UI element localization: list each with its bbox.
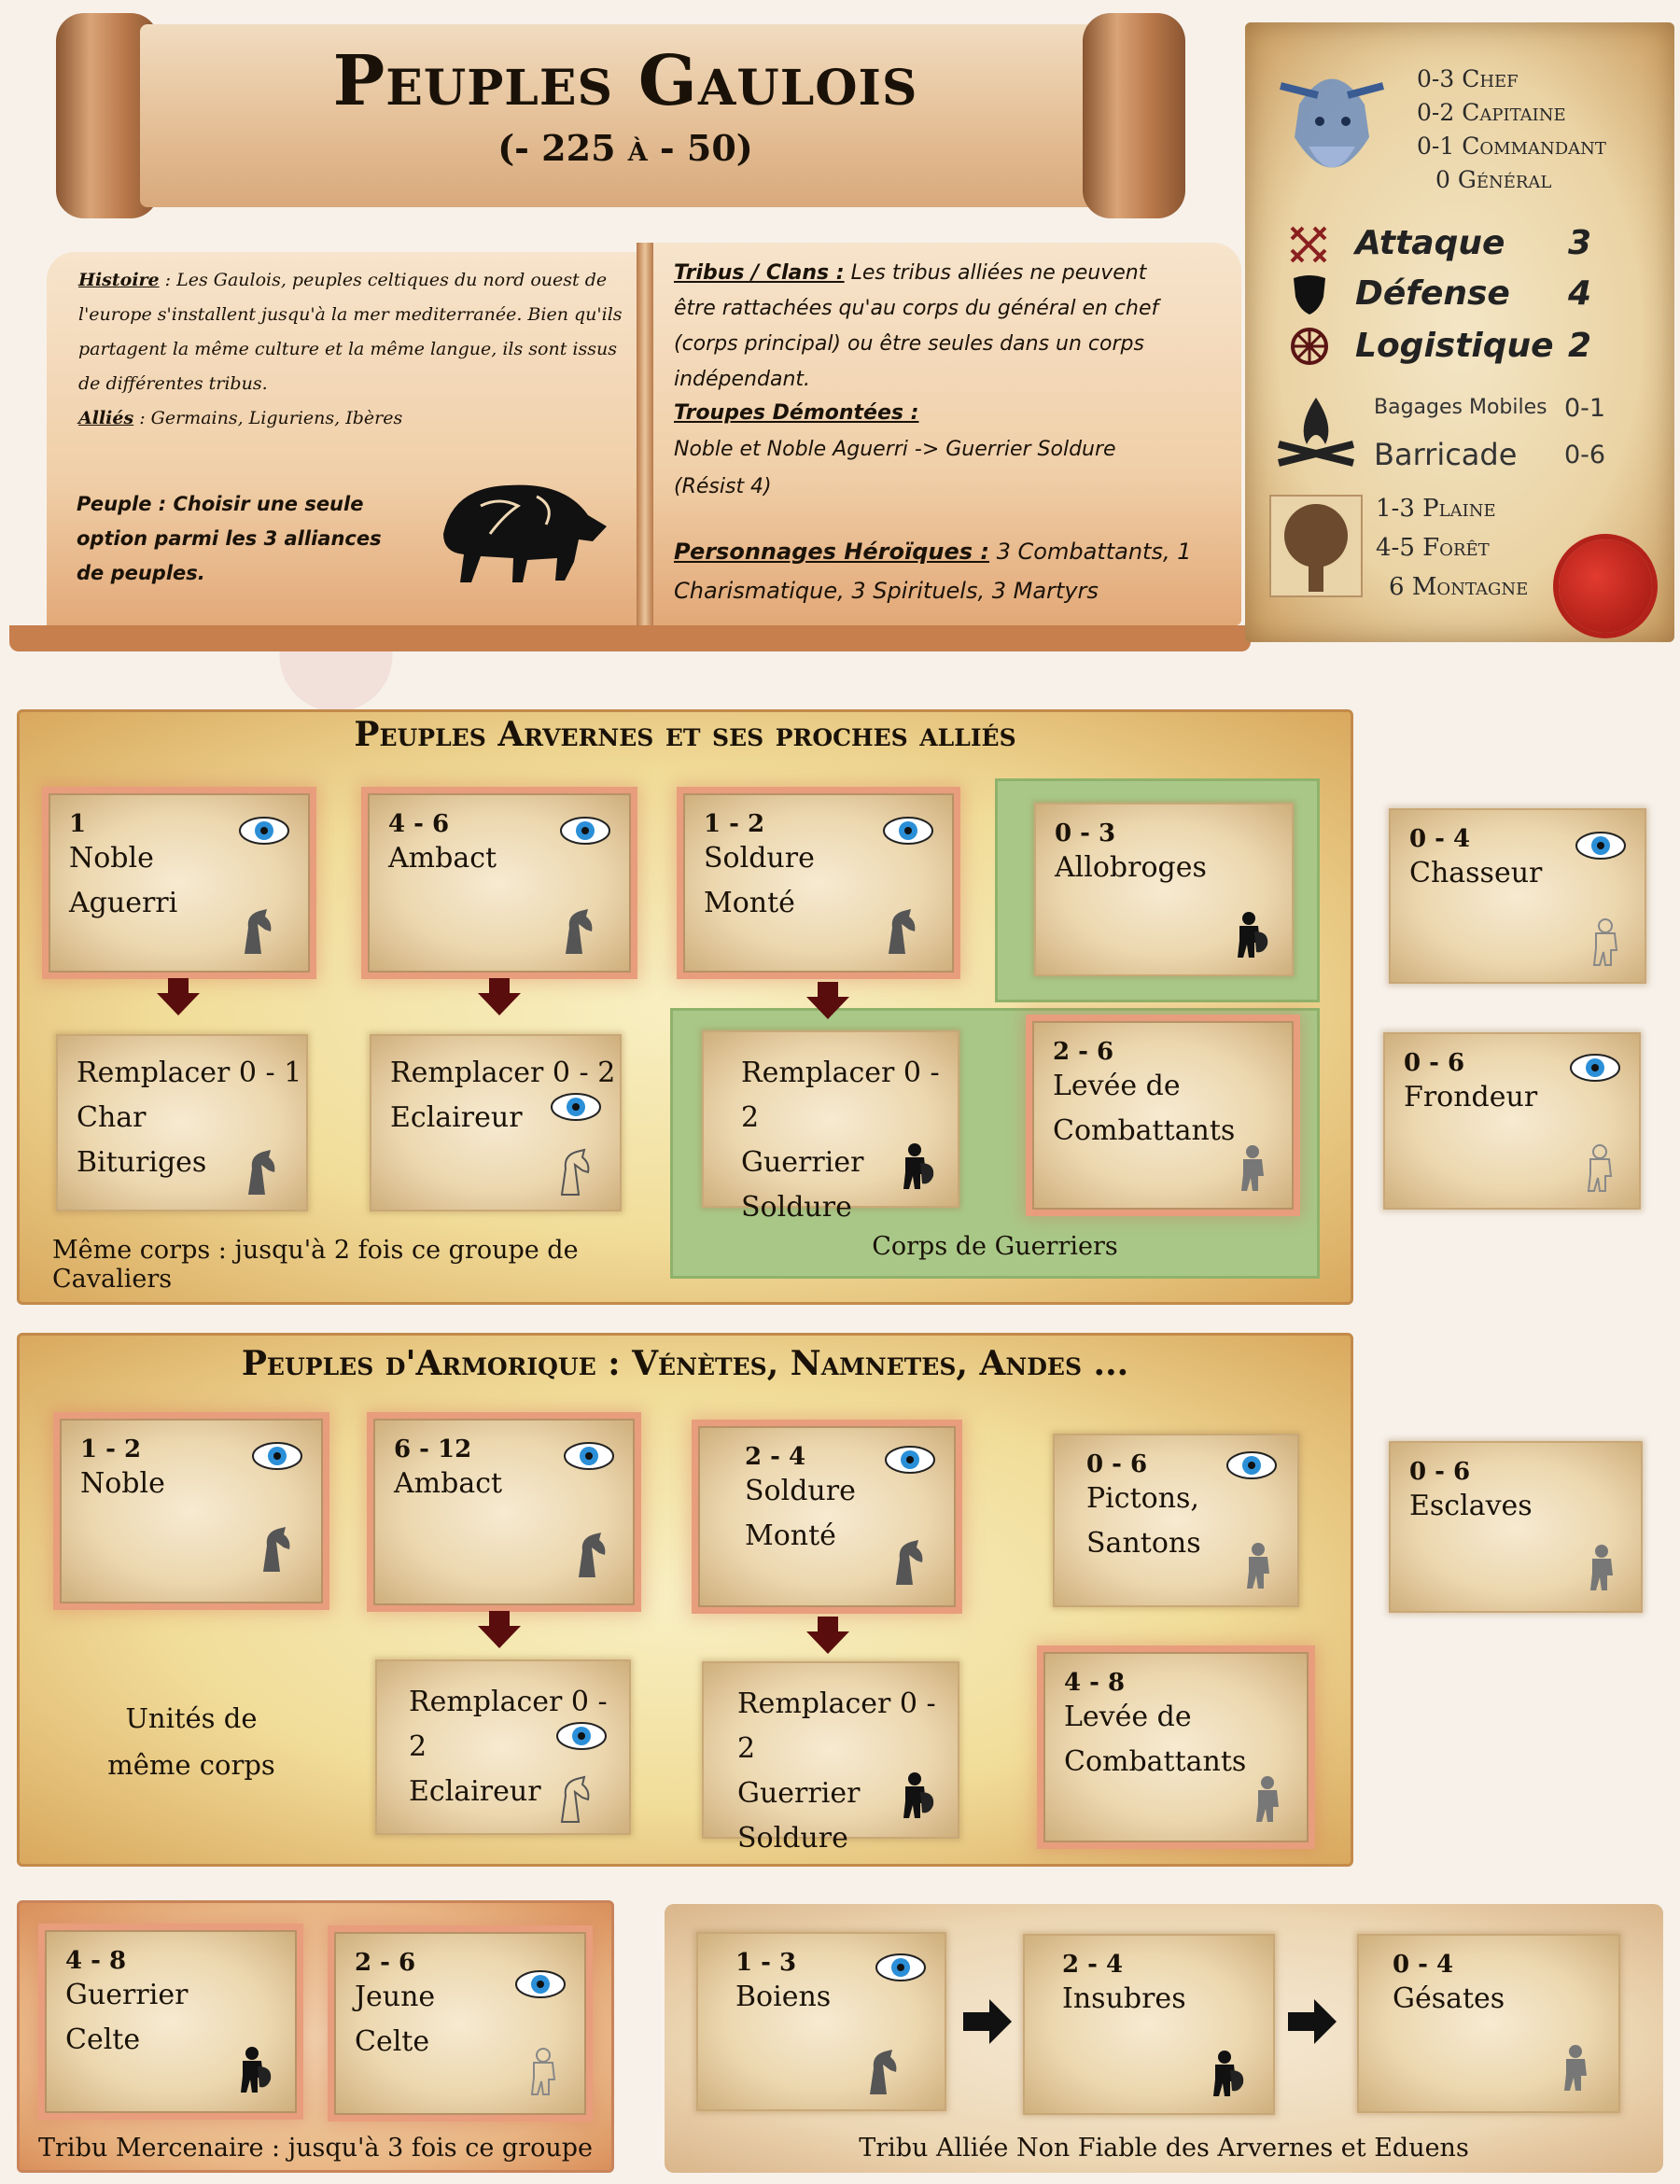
- eye-icon: [1575, 831, 1626, 861]
- unit-name: Guerrier Celte: [65, 1979, 189, 2056]
- unit-name: Chasseur: [1409, 857, 1543, 889]
- perso-body: 3 Combattants, 1 Charismatique, 3 Spirituels, 3 Martyrs: [674, 539, 1192, 604]
- eye-icon: [875, 1953, 926, 1982]
- unit-card[interactable]: [1043, 1652, 1309, 1842]
- terrain-row: [1376, 573, 1562, 612]
- rank-value: 0-1: [1417, 133, 1455, 160]
- rank-row: [1417, 166, 1669, 200]
- unit-range: 0 - 6: [1404, 1049, 1465, 1077]
- terrain-label: Montagne: [1411, 573, 1529, 601]
- eye-icon: [515, 1969, 566, 1999]
- unit-name: Jeune Celte: [355, 1981, 436, 2058]
- rank-row: [1417, 99, 1669, 133]
- shield-icon: [1292, 274, 1327, 315]
- unit-range: 2 - 6: [355, 1949, 416, 1977]
- warrior-icon: [898, 1142, 935, 1191]
- unit-card[interactable]: [1383, 1032, 1641, 1210]
- unit-card[interactable]: [1357, 1934, 1620, 2113]
- alliee-caption: Tribu Alliée Non Fiable des Arvernes et Eduens: [859, 2134, 1469, 2163]
- warrior-outline-icon: [1589, 918, 1626, 967]
- horse-icon: [889, 1538, 926, 1587]
- warrior-grey-icon: [1585, 1544, 1622, 1592]
- unit-card[interactable]: [368, 793, 631, 973]
- book-cover: [9, 625, 1251, 651]
- barricade-value: 0-6: [1564, 441, 1606, 469]
- attaque-value: 3: [1568, 224, 1592, 262]
- unit-name: Remplacer 0 - 2 Guerrier Soldure: [741, 1057, 940, 1224]
- warrior-grey-icon: [1241, 1542, 1279, 1590]
- warrior-icon: [1208, 2050, 1245, 2098]
- unit-name: Remplacer 0 - 1 Char Bituriges: [77, 1057, 302, 1179]
- tribus-body: Les tribus alliées ne peuvent être rattachées qu'au corps du général en chef (corps principal) ou être seules dans un corps indépendant.: [674, 261, 1159, 391]
- troupes-section: [674, 396, 1178, 506]
- unit-range: 4 - 6: [388, 810, 450, 838]
- arrow-down-icon: [478, 1611, 521, 1648]
- warrior-grey-icon: [1236, 1144, 1273, 1193]
- rank-value: 0-3: [1417, 65, 1455, 92]
- crossed-swords-icon: [1288, 224, 1329, 265]
- wheel-icon: [1290, 327, 1329, 366]
- eye-icon: [564, 1441, 614, 1471]
- unit-card[interactable]: [696, 1932, 946, 2111]
- allies-body: : Germains, Liguriens, Ibères: [133, 408, 403, 428]
- section-arvernes-title: Peuples Arvernes et ses proches alliés: [354, 715, 1016, 754]
- unit-card[interactable]: [1389, 1441, 1643, 1613]
- rank-label: Général: [1457, 166, 1552, 193]
- unit-name: Remplacer 0 - 2 Eclaireur: [390, 1057, 616, 1134]
- unit-card[interactable]: [45, 1930, 297, 2113]
- eye-icon: [560, 816, 610, 846]
- histoire-label: Histoire: [78, 270, 160, 290]
- unit-range: 1 - 2: [704, 810, 765, 838]
- wax-seal-icon: [1559, 539, 1652, 633]
- terrain-list: [1376, 495, 1562, 612]
- eye-icon: [1226, 1450, 1277, 1480]
- unit-range: 2 - 6: [1053, 1038, 1114, 1066]
- unit-card[interactable]: [373, 1419, 635, 1605]
- rank-label: Capitaine: [1462, 99, 1566, 126]
- horse-icon: [237, 907, 274, 956]
- defense-value: 4: [1568, 274, 1592, 313]
- unit-name: Esclaves: [1409, 1490, 1533, 1522]
- rank-value: 0: [1435, 166, 1450, 193]
- arrow-down-icon: [157, 978, 200, 1015]
- arrow-down-icon: [806, 982, 849, 1019]
- scroll-roll-right: [1083, 13, 1185, 218]
- terrain-row: [1376, 534, 1562, 573]
- unit-name: Boiens: [735, 1981, 832, 2013]
- unit-range: 0 - 4: [1393, 1951, 1454, 1979]
- perso-section: [674, 532, 1197, 610]
- logistique-label: Logistique: [1355, 327, 1554, 365]
- unit-name: Noble Aguerri: [69, 842, 178, 919]
- unit-name: Levée de Combattants: [1053, 1070, 1236, 1147]
- arrow-right-icon: [963, 1999, 1012, 2044]
- horse-icon: [256, 1525, 293, 1574]
- peuple-text: Peuple : Choisir une seule option parmi les 3 alliances de peuples.: [77, 493, 382, 584]
- unit-name: Remplacer 0 - 2 Eclaireur: [409, 1686, 608, 1808]
- unit-name: Gésates: [1393, 1982, 1505, 2015]
- horse-icon: [881, 907, 918, 956]
- horse-icon: [571, 1531, 609, 1579]
- unit-name: Remplacer 0 - 2 Guerrier Soldure: [737, 1687, 936, 1855]
- unit-card[interactable]: [683, 793, 954, 973]
- attaque-label: Attaque: [1355, 224, 1505, 262]
- logistique-value: 2: [1568, 327, 1592, 365]
- boar-icon: [425, 469, 611, 588]
- section-armorique-title: Peuples d'Armorique : Vénètes, Namnetes, Andes ...: [241, 1344, 1129, 1383]
- arrow-down-icon: [478, 978, 521, 1015]
- warrior-grey-icon: [1559, 2044, 1596, 2093]
- horse-icon: [241, 1148, 278, 1197]
- unit-card[interactable]: [1389, 808, 1646, 984]
- eye-icon: [556, 1721, 607, 1751]
- allies-label: Alliés: [78, 408, 134, 428]
- unit-card[interactable]: [60, 1419, 323, 1603]
- unit-name: Pictons, Santons: [1086, 1482, 1201, 1560]
- terrain-label: Plaine: [1422, 495, 1496, 523]
- unit-card[interactable]: [1053, 1434, 1299, 1607]
- unit-card[interactable]: [702, 1661, 959, 1855]
- warrior-icon: [1232, 911, 1269, 959]
- bagages-label: Bagages Mobiles: [1374, 396, 1547, 419]
- unit-name: Insubres: [1062, 1982, 1186, 2015]
- unit-card[interactable]: [334, 1932, 586, 2115]
- defense-label: Défense: [1355, 274, 1510, 313]
- barricade-label: Barricade: [1374, 437, 1518, 472]
- eye-icon: [885, 1445, 935, 1475]
- unit-card[interactable]: [1023, 1934, 1275, 2115]
- arrow-down-icon: [806, 1617, 849, 1654]
- terrain-range: 1-3: [1376, 495, 1415, 523]
- histoire-body: : Les Gaulois, peuples celtiques du nord ouest de l'europe s'installent jusqu'à la mer mediterranée. Bien qu'ils partagent la même culture et la même langue, ils sont issus de différentes tribus.: [78, 270, 623, 394]
- eye-icon: [1570, 1053, 1620, 1083]
- rank-list: [1417, 65, 1669, 200]
- bagages-value: 0-1: [1564, 394, 1606, 423]
- horse-outline-icon: [554, 1148, 592, 1197]
- unit-range: 1 - 3: [735, 1949, 797, 1977]
- histoire-text: [78, 263, 638, 436]
- page-title: Peuples Gaulois: [332, 41, 918, 121]
- unit-name: Allobroges: [1055, 851, 1207, 884]
- unit-name: Frondeur: [1404, 1081, 1538, 1113]
- unit-name: Levée de Combattants: [1064, 1701, 1247, 1778]
- rank-label: Chef: [1462, 65, 1519, 92]
- warrior-outline-icon: [526, 2048, 564, 2096]
- warrior-outline-icon: [1583, 1144, 1620, 1193]
- tree-shape: [1271, 497, 1361, 595]
- guerriers-caption: Corps de Guerriers: [872, 1232, 1118, 1261]
- mercenaire-caption: Tribu Mercenaire : jusqu'à 3 fois ce groupe: [38, 2134, 593, 2163]
- rank-label: Commandant: [1462, 133, 1606, 160]
- unit-range: 4 - 8: [1064, 1669, 1126, 1697]
- unit-range: 0 - 6: [1086, 1450, 1148, 1478]
- terrain-label: Forêt: [1422, 534, 1490, 562]
- unit-range: 4 - 8: [65, 1947, 127, 1975]
- unit-card[interactable]: [49, 793, 310, 973]
- unit-name: Ambact: [388, 842, 497, 875]
- unit-name: Ambact: [394, 1467, 503, 1500]
- unit-range: 1 - 2: [80, 1435, 142, 1463]
- unit-range: 2 - 4: [745, 1443, 806, 1471]
- cavaliers-caption: Même corps : jusqu'à 2 fois ce groupe de Cavaliers: [52, 1236, 579, 1294]
- troupes-label: Troupes Démontées :: [674, 401, 919, 425]
- unit-range: 0 - 6: [1409, 1458, 1471, 1486]
- unit-name: Noble: [80, 1467, 165, 1500]
- rank-row: [1417, 133, 1669, 166]
- campfire-icon: [1269, 388, 1363, 472]
- unit-range: 1: [69, 810, 87, 838]
- tribus-text: [674, 256, 1178, 398]
- book-spine: [637, 243, 653, 644]
- eye-icon: [252, 1441, 302, 1471]
- terrain-range: 6: [1389, 573, 1405, 601]
- unit-card[interactable]: [698, 1426, 956, 1607]
- warrior-icon: [235, 2046, 273, 2094]
- unit-card[interactable]: [56, 1034, 308, 1211]
- meme-corps-caption: Unités de même corps: [107, 1702, 275, 1781]
- troupes-body: Noble et Noble Aguerri -> Guerrier Soldure (Résist 4): [674, 438, 1116, 498]
- warrior-grey-icon: [1251, 1775, 1288, 1824]
- terrain-row: [1376, 495, 1562, 534]
- horse-icon: [558, 907, 595, 956]
- unit-card[interactable]: [375, 1659, 631, 1835]
- tree-icon: [1269, 495, 1363, 597]
- unit-range: 0 - 4: [1409, 825, 1471, 853]
- arrow-right-icon: [1288, 1999, 1337, 2044]
- horse-icon: [862, 2048, 900, 2096]
- eye-icon: [239, 816, 289, 846]
- horse-outline-icon: [554, 1775, 592, 1824]
- unit-card[interactable]: [370, 1034, 622, 1211]
- unit-range: 2 - 4: [1062, 1951, 1124, 1979]
- eye-icon: [883, 816, 933, 846]
- page-subtitle: (- 225 à - 50): [497, 127, 753, 169]
- perso-label: Personnages Héroïques :: [674, 539, 989, 565]
- unit-card[interactable]: [1032, 1021, 1294, 1210]
- chief-portrait-icon: [1262, 49, 1402, 198]
- rank-row: [1417, 65, 1669, 99]
- unit-name: Soldure Monté: [704, 842, 815, 919]
- eye-icon: [551, 1092, 601, 1122]
- unit-card[interactable]: [702, 1030, 959, 1224]
- unit-range: 0 - 3: [1055, 819, 1116, 847]
- tribus-label: Tribus / Clans :: [674, 261, 845, 285]
- unit-range: 6 - 12: [394, 1435, 472, 1463]
- rank-value: 0-2: [1417, 99, 1455, 126]
- unit-name: Soldure Monté: [745, 1475, 856, 1552]
- unit-card[interactable]: [1034, 803, 1294, 976]
- terrain-range: 4-5: [1376, 534, 1415, 562]
- warrior-icon: [898, 1771, 935, 1820]
